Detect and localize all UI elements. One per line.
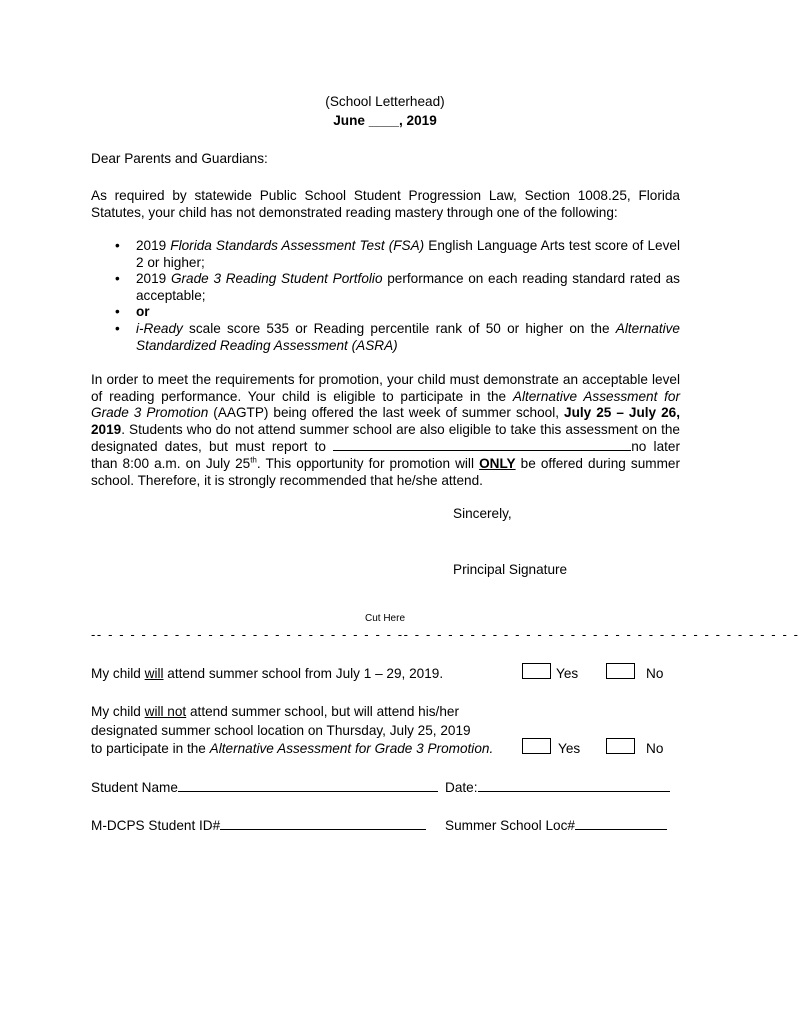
body-text: be offered during summer school. Therefore, it is strongly recommended that he/she attend. (91, 455, 680, 488)
fsa-test-name: Florida Standards Assessment Test (FSA) (170, 238, 425, 253)
assessment-only-question (91, 703, 493, 759)
student-name-label: Student Name (91, 780, 178, 795)
attend-yes-label: Yes (556, 666, 579, 681)
principal-signature: Principal Signature (453, 562, 568, 577)
date-label: Date: (445, 780, 478, 795)
student-name-row (91, 779, 438, 795)
ordinal-suffix: th (250, 455, 257, 465)
student-name-field[interactable] (178, 779, 438, 792)
criteria-text: 2019 (136, 271, 171, 287)
list-item (91, 271, 680, 304)
question-line (91, 740, 493, 759)
report-location-blank[interactable] (333, 438, 631, 451)
criteria-list (91, 238, 680, 354)
bullet-icon: • (115, 320, 120, 336)
school-loc-label: Summer School Loc# (445, 818, 575, 833)
school-loc-field[interactable] (575, 817, 667, 830)
attend-summer-school-question (91, 666, 443, 681)
letterhead-placeholder: (School Letterhead) (325, 94, 445, 109)
cut-line: -- - - - - - - - - - - - - - - - - - - - - - - - - - - -- - - - - - - - - - - - - - - - - - - - - - - - - - - - - - - - - - - - (91, 627, 800, 642)
or-label: or (136, 304, 150, 320)
bullet-icon: • (115, 271, 120, 287)
body-text: (AAGTP) being offered the last week of summer school, (208, 405, 565, 421)
assessment-yes-label: Yes (558, 741, 581, 756)
student-id-label: M-DCPS Student ID# (91, 818, 221, 833)
assessment-yes-checkbox[interactable] (522, 738, 551, 754)
question-text: My child (91, 666, 145, 681)
body-text: no later than 8:00 a.m. on July 25 (91, 439, 680, 471)
iready-name: i-Ready (136, 320, 183, 336)
criteria-text: English Language Arts test score of Level 2 or higher; (136, 238, 680, 270)
cut-here-label: Cut Here (364, 613, 405, 624)
date-field[interactable] (478, 779, 670, 792)
list-item (91, 238, 680, 271)
question-text: attend summer school from July 1 – 29, 2019. (163, 666, 444, 681)
asra-name: Alternative Standardized Reading Assessment (ASRA) (136, 320, 680, 353)
bullet-icon: • (115, 304, 120, 320)
assessment-no-label: No (646, 741, 664, 756)
question-line (91, 703, 493, 722)
criteria-text: scale score 535 or Reading percentile rank of 50 or higher on the (182, 320, 616, 336)
body-text: . This opportunity for promotion will (256, 455, 480, 471)
sincerely: Sincerely, (453, 506, 512, 521)
attend-yes-checkbox[interactable] (522, 663, 551, 679)
body-text: . Students who do not attend summer school are also eligible to take this assessment on the designated dates, but must report to (91, 421, 680, 455)
assessment-dates: July 25 – July 26, 2019 (91, 405, 680, 437)
body-text: In order to meet the requirements for promotion, your child must demonstrate an acceptable level of reading performance. Your child is eligible to participate in the (91, 372, 680, 404)
student-id-field[interactable] (220, 817, 426, 830)
question-text: My child (91, 704, 145, 719)
portfolio-name: Grade 3 Reading Student Portfolio (170, 271, 383, 287)
question-text: attend summer school, but will attend his/her (186, 704, 459, 719)
letter-date: June ____, 2019 (333, 113, 437, 128)
intro-paragraph: As required by statewide Public School Student Progression Law, Section 1008.25, Florida Statutes, your child has not demonstrated reading mastery through one of the following: (91, 188, 680, 220)
student-id-row (91, 817, 426, 833)
question-text: to participate in the (91, 741, 210, 756)
bullet-icon: • (115, 238, 120, 253)
criteria-text: 2019 (136, 238, 171, 253)
question-line: designated summer school location on Thursday, July 25, 2019 (91, 722, 471, 738)
only-emphasis: ONLY (479, 455, 516, 471)
attend-no-checkbox[interactable] (606, 663, 635, 679)
list-item (91, 304, 680, 321)
date-row (445, 779, 670, 795)
will-not-emphasis: will not (144, 704, 187, 719)
list-item (91, 321, 680, 354)
assessment-name: Alternative Assessment for Grade 3 Promotion. (209, 741, 494, 756)
salutation: Dear Parents and Guardians: (91, 151, 268, 166)
assessment-no-checkbox[interactable] (606, 738, 635, 754)
attend-no-label: No (646, 666, 664, 681)
assessment-name: Alternative Assessment for Grade 3 Promotion (91, 388, 680, 421)
will-emphasis: will (144, 666, 164, 681)
school-loc-row (445, 817, 667, 833)
criteria-text: performance on each reading standard rated as acceptable; (136, 271, 680, 303)
body-paragraph (91, 372, 680, 489)
